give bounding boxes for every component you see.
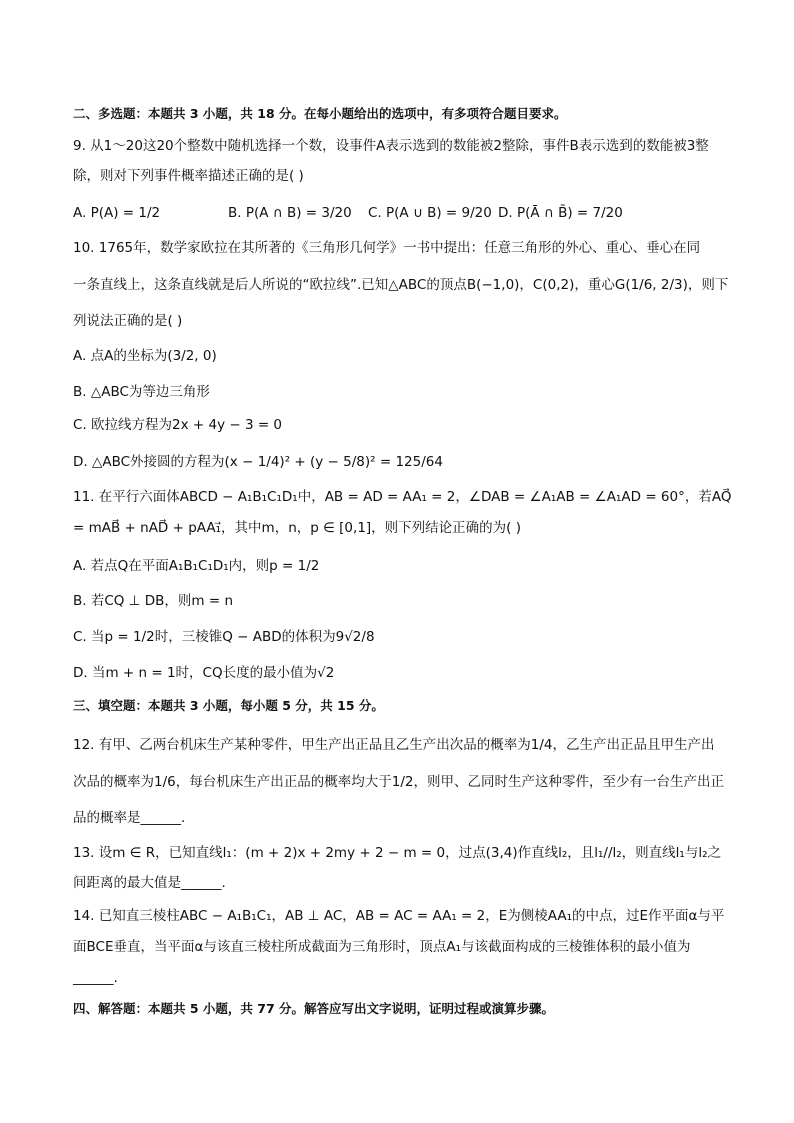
question-13-line-1: 13. 设m ∈ R，已知直线l₁：(m + 2)x + 2my + 2 − m = 0，过点(3,4)作直线l₂，且l₁//l₂，则直线l₁与l₂之 (73, 845, 721, 861)
question-10-line-3: 列说法正确的是( ) (73, 313, 183, 329)
question-12-line-1: 12. 有甲、乙两台机床生产某种零件，甲生产出正品且乙生产出次品的概率为1/4，乙生产出正品且甲生产出 (73, 737, 715, 753)
question-11-option-a: A. 若点Q在平面A₁B₁C₁D₁内，则p = 1/2 (73, 558, 320, 574)
section-heading-fill-in: 三、填空题：本题共 3 小题，每小题 5 分，共 15 分。 (73, 698, 384, 713)
question-10-line-2: 一条直线上，这条直线就是后人所说的“欧拉线”.已知△ABC的顶点B(−1,0)，C(0,2)，重心G(1/6, 2/3)，则下 (73, 277, 729, 293)
question-11-option-d: D. 当m + n = 1时，CQ长度的最小值为√2 (73, 665, 335, 681)
question-12-line-3: 品的概率是______. (73, 810, 186, 826)
question-9-option-b: B. P(A ∩ B) = 3/20 (228, 205, 352, 221)
question-10-option-c: C. 欧拉线方程为2x + 4y − 3 = 0 (73, 417, 283, 433)
question-11-option-c: C. 当p = 1/2时，三棱锥Q − ABD的体积为9√2/8 (73, 629, 375, 645)
question-14-line-3: ______. (73, 970, 118, 986)
question-11-option-b: B. 若CQ ⊥ DB，则m = n (73, 593, 233, 609)
question-11-line-1: 11. 在平行六面体ABCD − A₁B₁C₁D₁中，AB = AD = AA₁ = 2，∠DAB = ∠A₁AB = ∠A₁AD = 60°，若AQ⃗ (73, 489, 732, 505)
question-10-option-b: B. △ABC为等边三角形 (73, 384, 210, 400)
question-13-line-2: 间距离的最大值是______. (73, 875, 226, 891)
question-10-option-d: D. △ABC外接圆的方程为(x − 1/4)² + (y − 5/8)² = 125/64 (73, 454, 443, 470)
question-9-option-d: D. P(Ā ∩ B̄) = 7/20 (498, 205, 623, 221)
question-12-line-2: 次品的概率为1/6，每台机床生产出正品的概率均大于1/2，则甲、乙同时生产这种零件，至少有一台生产出正 (73, 774, 724, 790)
section-heading-multiple-choice: 二、多选题：本题共 3 小题，共 18 分。在每小题给出的选项中，有多项符合题目要求。 (73, 106, 567, 121)
question-9-option-c: C. P(A ∪ B) = 9/20 (368, 205, 492, 221)
question-9-line-2: 除，则对下列事件概率描述正确的是( ) (73, 168, 304, 184)
question-10-option-a: A. 点A的坐标为(3/2, 0) (73, 348, 217, 364)
question-14-line-1: 14. 已知直三棱柱ABC − A₁B₁C₁，AB ⊥ AC，AB = AC = AA₁ = 2，E为侧棱AA₁的中点，过E作平面α与平 (73, 908, 725, 924)
question-11-line-2: = mAB⃗ + nAD⃗ + pAA₁⃗，其中m，n，p ∈ [0,1]，则下列结论正确的为( ) (73, 520, 521, 536)
question-14-line-2: 面BCE垂直，当平面α与该直三棱柱所成截面为三角形时，顶点A₁与该截面构成的三棱锥体积的最小值为 (73, 939, 691, 955)
question-9-line-1: 9. 从1～20这20个整数中随机选择一个数，设事件A表示选到的数能被2整除，事件B表示选到的数能被3整 (73, 138, 709, 154)
question-9-option-a: A. P(A) = 1/2 (73, 205, 161, 221)
question-10-line-1: 10. 1765年，数学家欧拉在其所著的《三角形几何学》一书中提出：任意三角形的外心、重心、垂心在同 (73, 240, 701, 256)
section-heading-answer: 四、解答题：本题共 5 小题，共 77 分。解答应写出文字说明，证明过程或演算步骤。 (73, 1001, 555, 1016)
